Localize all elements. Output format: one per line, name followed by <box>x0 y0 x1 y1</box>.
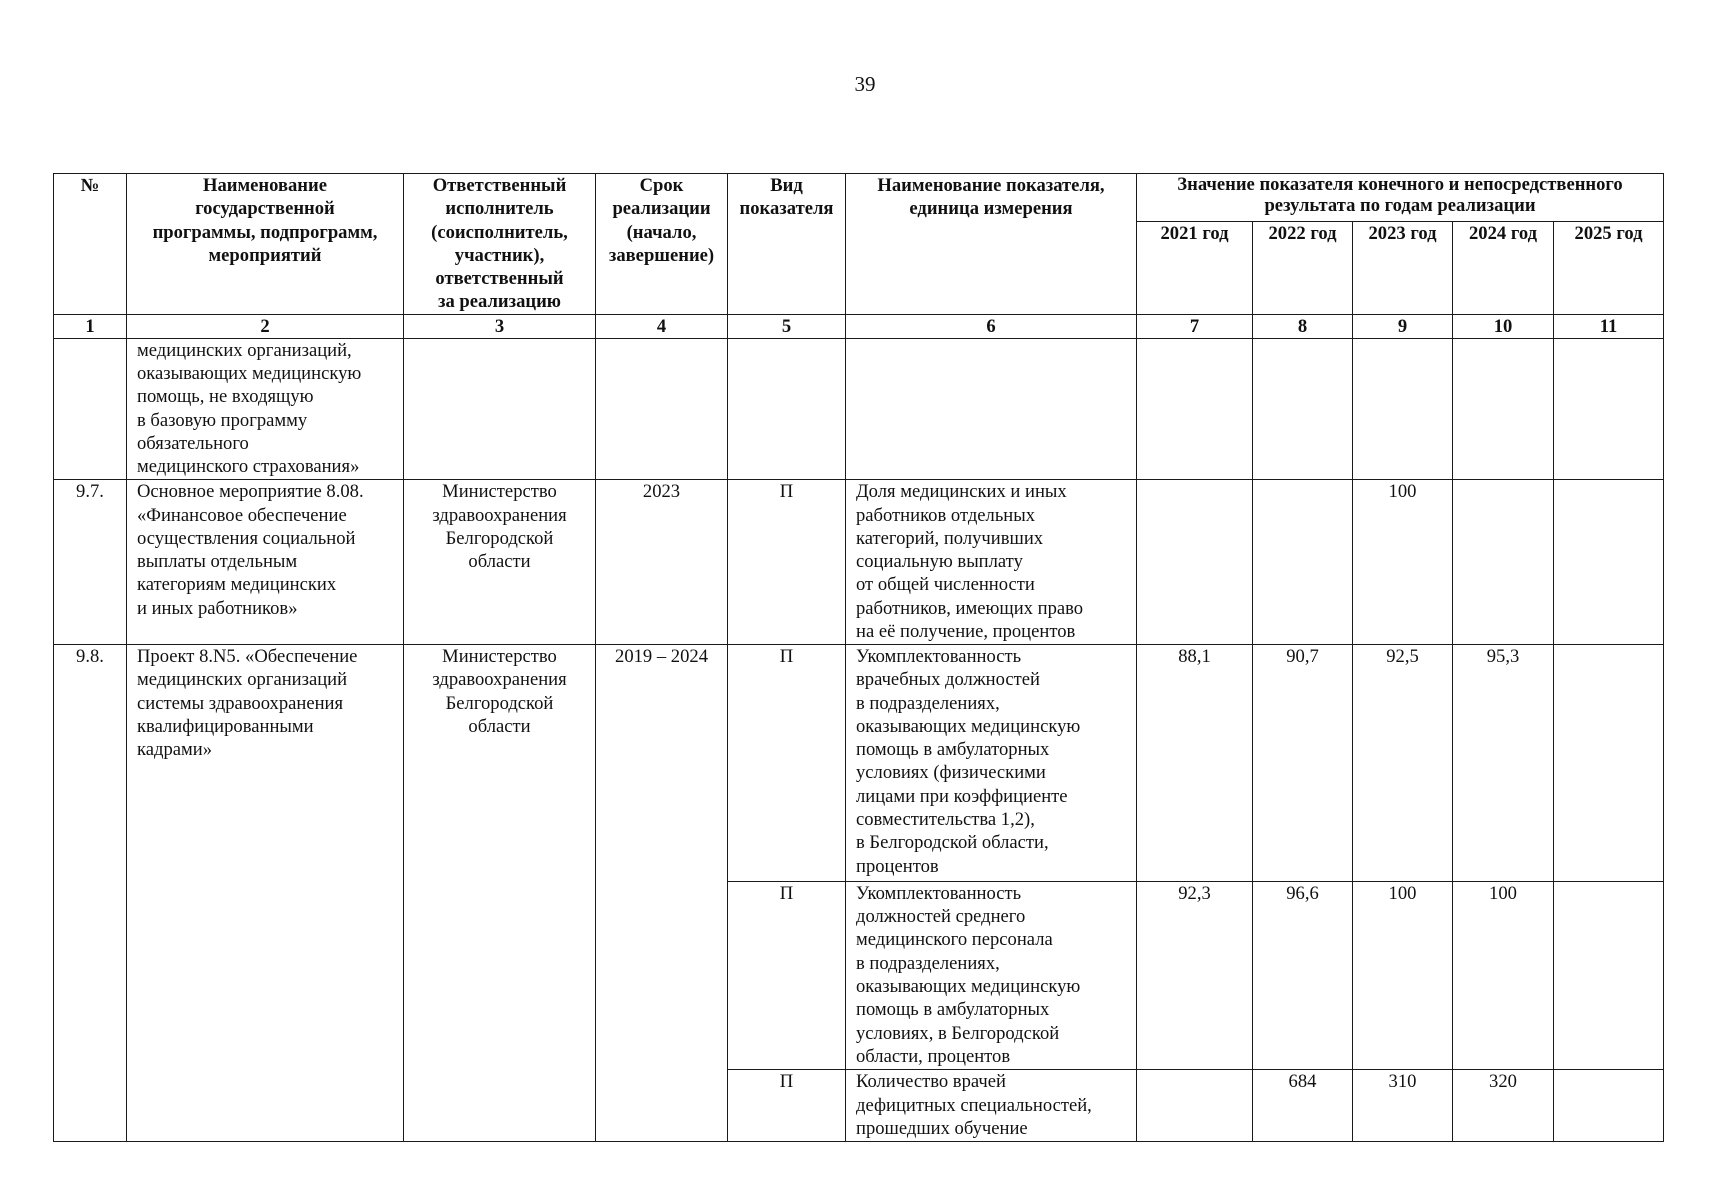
cell-value-2024: 95,3 <box>1453 644 1554 881</box>
column-number: 3 <box>404 314 596 338</box>
table-row <box>54 480 1664 645</box>
column-number: 10 <box>1453 314 1554 338</box>
header-responsible: Ответственный исполнитель (соисполнитель, участник), ответственный за реализацию <box>404 174 596 315</box>
cell-program-name: медицинских организаций, оказывающих медицинскую помощь, не входящую в базовую программу обязательного медицинского страхования» <box>127 338 404 480</box>
header-program-name: Наименование государственной программы, подпрограмм, мероприятий <box>127 174 404 315</box>
cell-value-2024: 320 <box>1453 1070 1554 1141</box>
header-year-2025: 2025 год <box>1554 222 1664 315</box>
table-row <box>54 644 1664 881</box>
cell-indicator-name <box>846 338 1137 480</box>
cell-value-2024 <box>1453 338 1554 480</box>
cell-indicator-type: П <box>728 480 846 645</box>
header-year-2021: 2021 год <box>1137 222 1253 315</box>
cell-value-2022: 96,6 <box>1253 881 1353 1070</box>
cell-value-2022: 90,7 <box>1253 644 1353 881</box>
cell-value-2024: 100 <box>1453 881 1554 1070</box>
cell-indicator-name: Укомплектованность врачебных должностей в подразделениях, оказывающих медицинскую помощь в амбулаторных условиях (физическими лицами при коэффициенте совместительства 1,2), в Белгородской области, процентов <box>846 644 1137 881</box>
cell-term: 2019 – 2024 <box>596 644 728 1141</box>
cell-value-2025 <box>1554 1070 1664 1141</box>
column-number: 6 <box>846 314 1137 338</box>
cell-indicator-type <box>728 338 846 480</box>
header-year-2022: 2022 год <box>1253 222 1353 315</box>
cell-term: 2023 <box>596 480 728 645</box>
column-number: 7 <box>1137 314 1253 338</box>
cell-value-2021 <box>1137 338 1253 480</box>
cell-value-2021: 92,3 <box>1137 881 1253 1070</box>
cell-value-2022 <box>1253 338 1353 480</box>
cell-value-2021: 88,1 <box>1137 644 1253 881</box>
cell-term <box>596 338 728 480</box>
cell-indicator-type: П <box>728 881 846 1070</box>
column-number: 5 <box>728 314 846 338</box>
cell-value-2023: 100 <box>1353 881 1453 1070</box>
cell-indicator-type: П <box>728 1070 846 1141</box>
cell-indicator-type: П <box>728 644 846 881</box>
cell-value-2023: 310 <box>1353 1070 1453 1141</box>
column-number: 2 <box>127 314 404 338</box>
header-year-2024: 2024 год <box>1453 222 1554 315</box>
header-indicator-name: Наименование показателя, единица измерения <box>846 174 1137 315</box>
header-term: Срок реализации (начало, завершение) <box>596 174 728 315</box>
column-number: 8 <box>1253 314 1353 338</box>
cell-indicator-name: Количество врачей дефицитных специальностей, прошедших обучение <box>846 1070 1137 1141</box>
header-indicator-type: Вид показателя <box>728 174 846 315</box>
indicators-table <box>53 173 1664 1142</box>
cell-value-2021 <box>1137 480 1253 645</box>
cell-value-2023 <box>1353 338 1453 480</box>
header-no: № <box>54 174 127 315</box>
cell-value-2023: 100 <box>1353 480 1453 645</box>
cell-program-name: Основное мероприятие 8.08. «Финансовое обеспечение осуществления социальной выплаты отдельным категориям медицинских и иных работников» <box>127 480 404 645</box>
cell-indicator-name: Доля медицинских и иных работников отдельных категорий, получивших социальную выплату от общей численности работников, имеющих право на её получение, процентов <box>846 480 1137 645</box>
cell-no: 9.7. <box>54 480 127 645</box>
cell-program-name: Проект 8.N5. «Обеспечение медицинских организаций системы здравоохранения квалифицированными кадрами» <box>127 644 404 1141</box>
cell-value-2024 <box>1453 480 1554 645</box>
cell-value-2023: 92,5 <box>1353 644 1453 881</box>
cell-value-2025 <box>1554 338 1664 480</box>
cell-responsible: Министерство здравоохранения Белгородской области <box>404 644 596 1141</box>
cell-no: 9.8. <box>54 644 127 1141</box>
page-number: 39 <box>854 72 876 96</box>
cell-value-2025 <box>1554 480 1664 645</box>
column-number: 11 <box>1554 314 1664 338</box>
cell-no <box>54 338 127 480</box>
cell-value-2021 <box>1137 1070 1253 1141</box>
cell-responsible: Министерство здравоохранения Белгородской области <box>404 480 596 645</box>
cell-value-2022 <box>1253 480 1353 645</box>
column-number: 1 <box>54 314 127 338</box>
cell-responsible <box>404 338 596 480</box>
cell-value-2022: 684 <box>1253 1070 1353 1141</box>
cell-indicator-name: Укомплектованность должностей среднего медицинского персонала в подразделениях, оказывающих медицинскую помощь в амбулаторных условиях, в Белгородской области, процентов <box>846 881 1137 1070</box>
column-number: 9 <box>1353 314 1453 338</box>
column-number: 4 <box>596 314 728 338</box>
header-values-group: Значение показателя конечного и непосредственного результата по годам реализации <box>1137 174 1664 222</box>
table-row <box>54 338 1664 480</box>
header-year-2023: 2023 год <box>1353 222 1453 315</box>
cell-value-2025 <box>1554 881 1664 1070</box>
cell-value-2025 <box>1554 644 1664 881</box>
